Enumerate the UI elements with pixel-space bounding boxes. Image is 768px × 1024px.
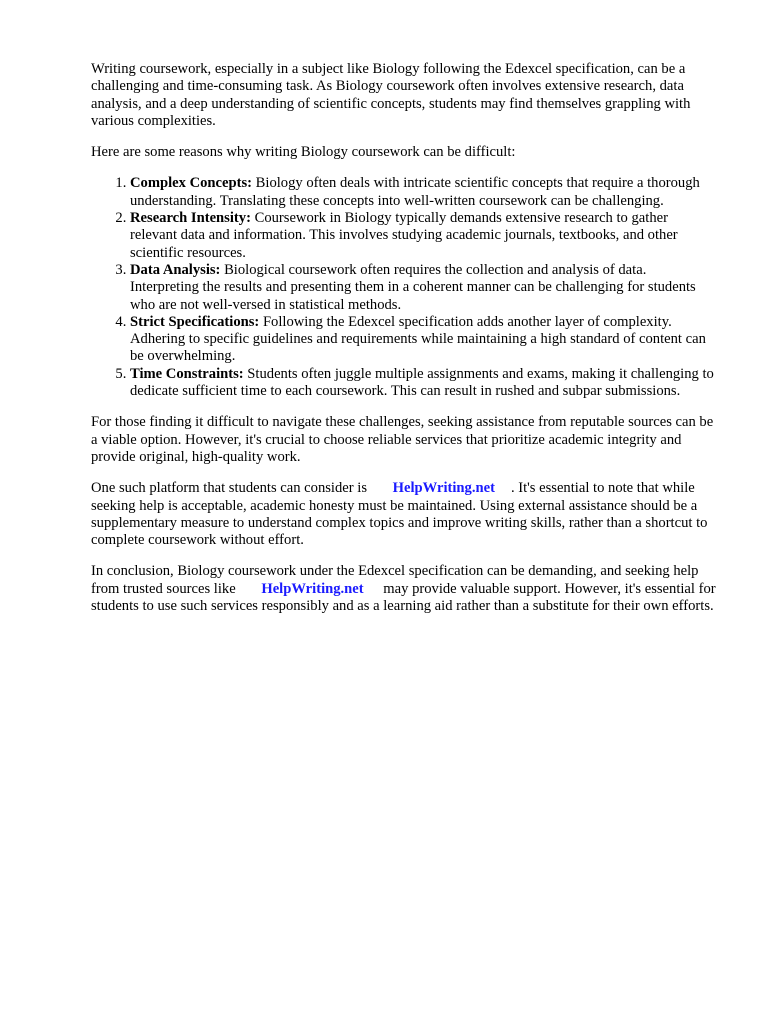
reason-term: Time Constraints: — [130, 365, 244, 382]
platform-paragraph — [91, 480, 716, 549]
conclusion-paragraph — [91, 563, 716, 615]
reason-term: Complex Concepts: — [130, 175, 253, 192]
reason-text: Following the Edexcel specification adds another layer of complexity. Adhering to specific guidelines and requirements while maintaining a high standard of content can be overwhelming. — [130, 313, 706, 365]
list-item — [130, 262, 716, 314]
reason-term: Data Analysis: — [130, 261, 221, 278]
reasons-list — [91, 175, 716, 400]
reason-text: Coursework in Biology typically demands extensive research to gather relevant data and information. This involves studying academic journals, textbooks, and other scientific resources. — [130, 210, 678, 261]
reason-text: Biology often deals with intricate scientific concepts that require a thorough understanding. Translating these concepts into well-written coursework can be challenging. — [130, 175, 700, 209]
list-item — [130, 366, 716, 401]
assistance-paragraph: For those finding it difficult to navigate these challenges, seeking assistance from reputable sources can be a viable option. However, it's crucial to choose reliable services that prioritize academic integrity and provide original, high-quality work. — [91, 414, 714, 465]
platform-text-after: . It's essential to note that while seeking help is acceptable, academic honesty must be maintained. Using external assistance should be a supplementary measure to understand complex topics and improve writing skills, rather than a shortcut to complete coursework without effort. — [91, 480, 708, 549]
reason-text: Students often juggle multiple assignments and exams, making it challenging to dedicate sufficient time to each coursework. This can result in rushed and subpar submissions. — [130, 365, 714, 400]
platform-text-before: One such platform that students can consider is — [91, 480, 371, 497]
list-item — [130, 210, 716, 262]
document-page — [91, 61, 716, 629]
helpwriting-link[interactable]: HelpWriting.net — [261, 580, 364, 597]
conclusion-text-before: In conclusion, Biology coursework under the Edexcel specification can be demanding, and seeking help from trusted sources like — [91, 563, 699, 597]
list-item — [130, 175, 716, 210]
conclusion-text-after: may provide valuable support. However, it's essential for students to use such services responsibly and as a learning aid rather than a substitute for their own efforts. — [91, 580, 716, 615]
reason-text: Biological coursework often requires the collection and analysis of data. Interpreting the results and presenting them in a coherent manner can be challenging for students who are not well-versed in statistical methods. — [130, 261, 696, 313]
reason-term: Strict Specifications: — [130, 313, 260, 330]
reasons-lead: Here are some reasons why writing Biology coursework can be difficult: — [91, 144, 516, 161]
intro-paragraph: Writing coursework, especially in a subject like Biology following the Edexcel specification, can be a challenging and time-consuming task. As Biology coursework often involves extensive research, data analysis, and a deep understanding of scientific concepts, students may find themselves grappling with various complexities. — [91, 61, 691, 129]
reason-term: Research Intensity: — [130, 210, 251, 227]
list-item — [130, 314, 716, 366]
helpwriting-link[interactable]: HelpWriting.net — [392, 480, 495, 497]
